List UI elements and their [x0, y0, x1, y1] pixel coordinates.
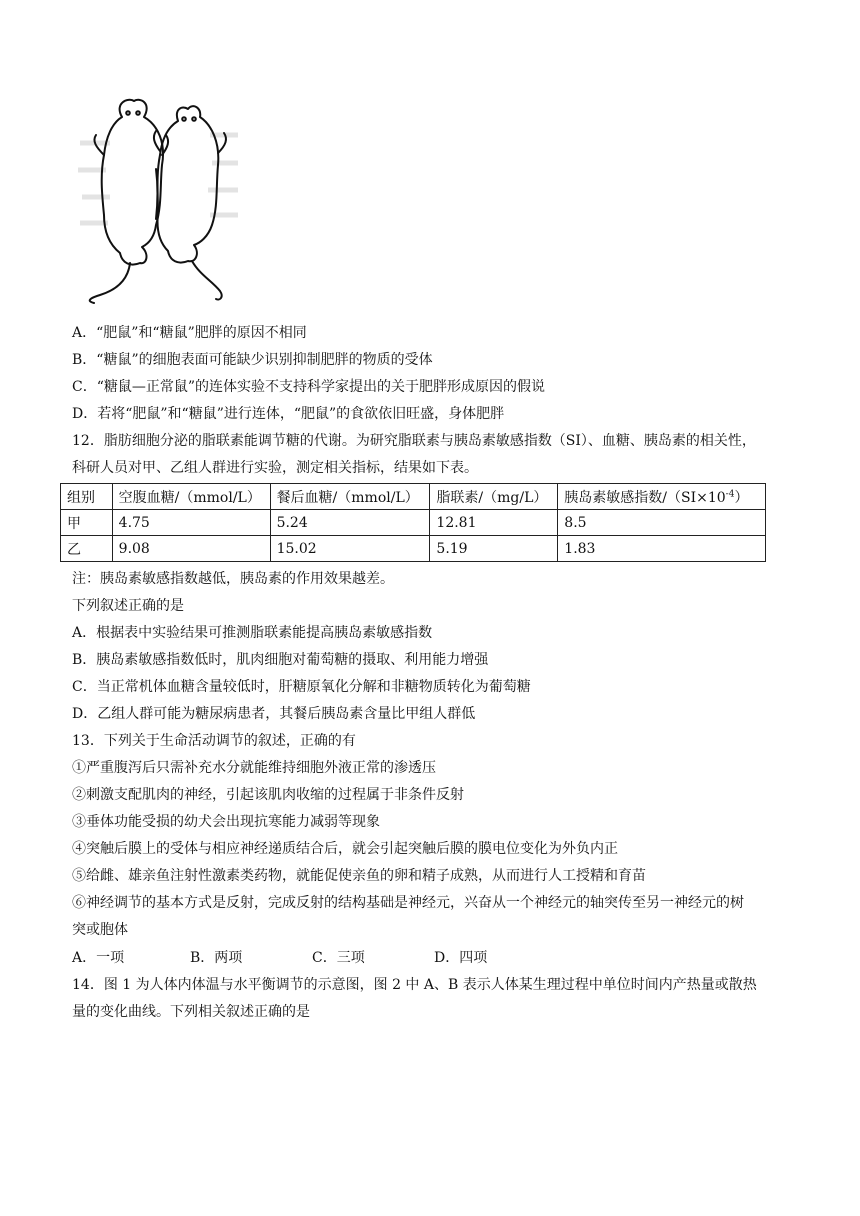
q13-item-3: ③垂体功能受损的幼犬会出现抗寒能力减弱等现象 — [72, 814, 380, 830]
table-cell: 5.19 — [430, 536, 558, 562]
si-label-close: ） — [734, 489, 749, 506]
q13-options — [72, 948, 572, 968]
q12-option-d: D．乙组人群可能为糖尿病患者，其餐后胰岛素含量比甲组人群低 — [72, 706, 476, 722]
q11-option-b: B．“糖鼠”的细胞表面可能缺少识别抑制肥胖的物质的受体 — [72, 352, 433, 368]
q13-item-6: ⑥神经调节的基本方式是反射，完成反射的结构基础是神经元，兴奋从一个神经元的轴突传至另一神经元的树 — [72, 895, 744, 911]
results-table — [60, 483, 766, 562]
table-cell: 5.24 — [270, 510, 430, 536]
q11-option-c: C．“糖鼠—正常鼠”的连体实验不支持科学家提出的关于肥胖形成原因的假说 — [72, 379, 546, 395]
q13-stem: 13．下列关于生命活动调节的叙述，正确的有 — [72, 733, 356, 749]
q12-note: 注：胰岛素敏感指数越低，胰岛素的作用效果越差。 — [72, 571, 394, 587]
table-cell: 12.81 — [430, 510, 558, 536]
table-cell: 1.83 — [558, 536, 766, 562]
q13-item-4: ④突触后膜上的受体与相应神经递质结合后，就会引起突触后膜的膜电位变化为外负内正 — [72, 841, 618, 857]
si-exponent: -4 — [725, 488, 735, 499]
table-cell: 甲 — [61, 510, 113, 536]
table-header-cell — [558, 484, 766, 510]
q13-option-d: D．四项 — [434, 950, 488, 966]
q14-stem-line1: 14．图 1 为人体内体温与水平衡调节的示意图，图 2 中 A、B 表示人体某生理过程中单位时间内产热量或散热 — [72, 977, 757, 993]
q12-option-c: C．当正常机体血糖含量较低时，肝糖原氧化分解和非糖物质转化为葡萄糖 — [72, 679, 531, 695]
table-header-cell: 空腹血糖/（mmol/L） — [112, 484, 270, 510]
q12-option-b: B．胰岛素敏感指数低时，肌肉细胞对葡萄糖的摄取、利用能力增强 — [72, 652, 489, 668]
q12-stem-line2: 科研人员对甲、乙组人群进行实验，测定相关指标，结果如下表。 — [72, 460, 478, 476]
q12-option-a: A．根据表中实验结果可推测脂联素能提高胰岛素敏感指数 — [72, 625, 433, 641]
q13-option-c: C．三项 — [312, 950, 365, 966]
parabiotic-mice-figure — [70, 95, 240, 310]
table-header-row — [61, 484, 766, 510]
table-cell: 乙 — [61, 536, 113, 562]
table-cell: 4.75 — [112, 510, 270, 536]
q13-option-b: B．两项 — [190, 950, 243, 966]
table-row — [61, 510, 766, 536]
q13-item-1: ①严重腹泻后只需补充水分就能维持细胞外液正常的渗透压 — [72, 760, 436, 776]
q12-stem-line1: 12．脂肪细胞分泌的脂联素能调节糖的代谢。为研究脂联素与胰岛素敏感指数（SI）、血糖、胰岛素的相关性， — [72, 433, 756, 449]
table-cell: 9.08 — [112, 536, 270, 562]
q13-option-a: A．一项 — [72, 950, 125, 966]
q13-item-5: ⑤给雌、雄亲鱼注射性激素类药物，就能促使亲鱼的卵和精子成熟，从而进行人工授精和育苗 — [72, 868, 646, 884]
table-cell: 15.02 — [270, 536, 430, 562]
table-row — [61, 536, 766, 562]
table-header-cell: 餐后血糖/（mmol/L） — [270, 484, 430, 510]
table-header-cell: 脂联素/（mg/L） — [430, 484, 558, 510]
table-header-cell: 组别 — [61, 484, 113, 510]
si-label: 胰岛素敏感指数/（SI×10 — [564, 489, 726, 506]
q12-question: 下列叙述正确的是 — [72, 598, 184, 614]
q13-item-2: ②刺激支配肌肉的神经，引起该肌肉收缩的过程属于非条件反射 — [72, 787, 464, 803]
q13-item-6-cont: 突或胞体 — [72, 922, 128, 938]
table-cell: 8.5 — [558, 510, 766, 536]
q11-option-d: D．若将“肥鼠”和“糖鼠”进行连体，“肥鼠”的食欲依旧旺盛，身体肥胖 — [72, 406, 505, 422]
q11-option-a: A．“肥鼠”和“糖鼠”肥胖的原因不相同 — [72, 325, 307, 341]
q14-stem-line2: 量的变化曲线。下列相关叙述正确的是 — [72, 1004, 310, 1020]
